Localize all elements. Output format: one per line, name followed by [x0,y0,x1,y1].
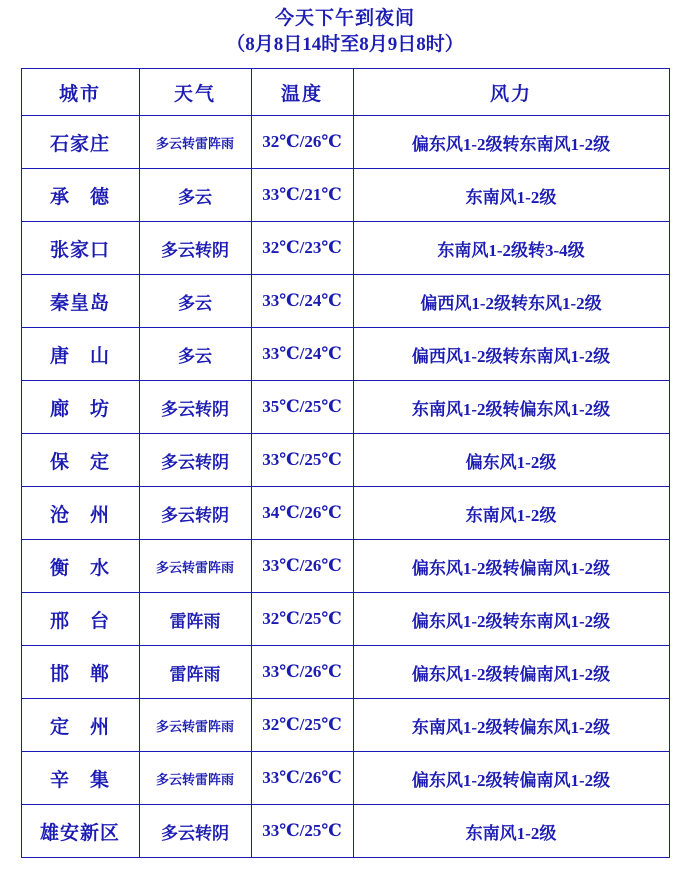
column-header-temperature: 温度 [251,69,353,116]
cell-wind: 东南风1-2级转偏东风1-2级 [353,381,669,434]
cell-temperature: 32℃/25℃ [251,593,353,646]
cell-weather: 多云转阴 [139,805,251,858]
cell-temperature: 33℃/26℃ [251,752,353,805]
cell-city: 石家庄 [21,116,139,169]
cell-weather: 多云转阴 [139,487,251,540]
cell-city: 张家口 [21,222,139,275]
table-header-row [21,69,669,116]
cell-temperature: 32℃/25℃ [251,699,353,752]
cell-temperature: 34℃/26℃ [251,487,353,540]
title-block [0,0,690,58]
table-row [21,275,669,328]
cell-weather: 雷阵雨 [139,593,251,646]
table-row [21,699,669,752]
cell-weather: 多云转阴 [139,222,251,275]
cell-wind: 偏东风1-2级转偏南风1-2级 [353,540,669,593]
cell-city: 沧 州 [21,487,139,540]
cell-temperature: 33℃/21℃ [251,169,353,222]
cell-city: 邢 台 [21,593,139,646]
cell-city: 衡 水 [21,540,139,593]
weather-table [21,68,670,858]
table-row [21,805,669,858]
cell-city: 秦皇岛 [21,275,139,328]
cell-wind: 东南风1-2级转偏东风1-2级 [353,699,669,752]
cell-temperature: 33℃/24℃ [251,275,353,328]
cell-wind: 偏东风1-2级转东南风1-2级 [353,116,669,169]
cell-wind: 偏西风1-2级转东风1-2级 [353,275,669,328]
cell-temperature: 33℃/25℃ [251,434,353,487]
table-row [21,169,669,222]
table-row [21,487,669,540]
cell-temperature: 33℃/26℃ [251,540,353,593]
column-header-city: 城市 [21,69,139,116]
cell-wind: 东南风1-2级转3-4级 [353,222,669,275]
cell-city: 定 州 [21,699,139,752]
cell-weather: 雷阵雨 [139,646,251,699]
table-row [21,381,669,434]
cell-temperature: 35℃/25℃ [251,381,353,434]
cell-weather: 多云转雷阵雨 [139,540,251,593]
cell-weather: 多云 [139,328,251,381]
cell-temperature: 33℃/24℃ [251,328,353,381]
table-row [21,328,669,381]
cell-weather: 多云转雷阵雨 [139,116,251,169]
cell-weather: 多云 [139,275,251,328]
cell-temperature: 32℃/26℃ [251,116,353,169]
cell-city: 邯 郸 [21,646,139,699]
column-header-wind: 风力 [353,69,669,116]
table-row [21,593,669,646]
cell-weather: 多云 [139,169,251,222]
table-row [21,222,669,275]
cell-temperature: 33℃/26℃ [251,646,353,699]
cell-city: 廊 坊 [21,381,139,434]
cell-weather: 多云转雷阵雨 [139,752,251,805]
cell-wind: 东南风1-2级 [353,487,669,540]
cell-temperature: 33℃/25℃ [251,805,353,858]
cell-city: 辛 集 [21,752,139,805]
cell-wind: 偏东风1-2级转东南风1-2级 [353,593,669,646]
cell-city: 雄安新区 [21,805,139,858]
cell-temperature: 32℃/23℃ [251,222,353,275]
cell-wind: 东南风1-2级 [353,169,669,222]
cell-weather: 多云转阴 [139,381,251,434]
table-row [21,116,669,169]
cell-wind: 偏东风1-2级转偏南风1-2级 [353,752,669,805]
cell-wind: 东南风1-2级 [353,805,669,858]
title-primary: 今天下午到夜间 [274,8,415,29]
column-header-weather: 天气 [139,69,251,116]
table-row [21,434,669,487]
cell-weather: 多云转雷阵雨 [139,699,251,752]
table-row [21,752,669,805]
cell-wind: 偏西风1-2级转东南风1-2级 [353,328,669,381]
cell-city: 唐 山 [21,328,139,381]
table-row [21,646,669,699]
cell-city: 承 德 [21,169,139,222]
table-header [21,69,669,116]
cell-weather: 多云转阴 [139,434,251,487]
cell-wind: 偏东风1-2级转偏南风1-2级 [353,646,669,699]
cell-wind: 偏东风1-2级 [353,434,669,487]
table-body [21,116,669,858]
title-period: （8月8日14时至8月9日8时） [226,34,464,55]
cell-city: 保 定 [21,434,139,487]
table-row [21,540,669,593]
